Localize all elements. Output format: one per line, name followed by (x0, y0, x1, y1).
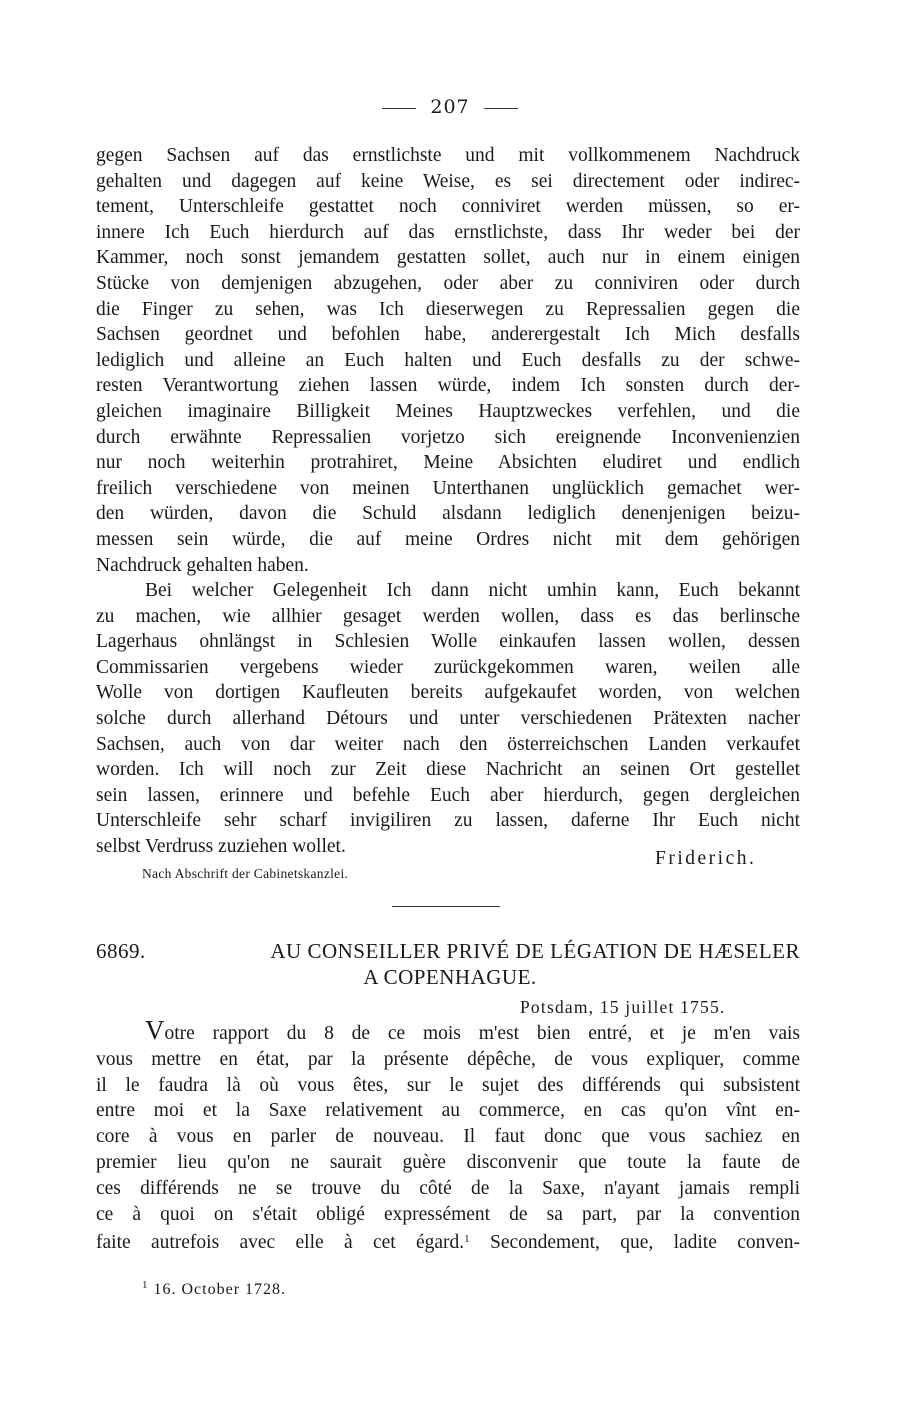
source-note: Nach Abschrift der Cabinetskanzlei. (142, 866, 349, 881)
letter-heading-line2: A COPENHAGUE. (363, 965, 537, 989)
text-line: vous mettre en état, par la présente dépêche, de vous expliquer, comme (96, 1048, 800, 1070)
text-line: sein lassen, erinnere und befehle Euch aber hierdurch, gegen dergleichen (96, 784, 800, 806)
text-line (96, 1015, 800, 1047)
text-line: il le faudra là où vous êtes, sur le sujet des différends qui subsistent (96, 1074, 800, 1096)
text-line: ces différends ne se trouve du côté de la Saxe, n'ayant jamais rempli (96, 1177, 800, 1199)
first-line-rest: otre rapport du 8 de ce mois m'est bien entré, et je m'en vais (164, 1023, 800, 1044)
footnote-text: 16. October 1728. (148, 1281, 287, 1298)
last-line-after: Secondement, que, ladite conven- (469, 1232, 800, 1254)
text-line: Commissarien vergebens wieder zurückgekommen waren, weilen alle (96, 656, 800, 678)
section-divider (392, 906, 500, 907)
text-line: resten Verantwortung ziehen lassen würde, indem Ich sonsten durch der- (96, 375, 800, 397)
text-line: premier lieu qu'on ne saurait guère disconvenir que toute la faute de (96, 1151, 800, 1173)
last-line-before: faite autrefois avec elle à cet égard. (96, 1232, 465, 1254)
text-line: gehalten und dagegen auf keine Weise, es sei directement oder indirec- (96, 170, 800, 192)
letter-body-1 (96, 143, 800, 860)
text-line: Wolle von dortigen Kaufleuten bereits aufgekaufet worden, von welchen (96, 682, 800, 704)
text-line: Sachsen geordnet und befohlen habe, anderergestalt Ich Mich desfalls (96, 324, 800, 346)
text-line: freilich verschiedene von meinen Unterthanen unglücklich gemachet wer- (96, 477, 800, 499)
text-line: den würden, davon die Schuld alsdann lediglich denenjenigen beizu- (96, 503, 800, 525)
letter-body-2 (96, 1015, 800, 1256)
page-number: 207 (430, 96, 470, 118)
text-line: Kammer, noch sonst jemandem gestatten sollet, auch nur in einem einigen (96, 247, 800, 269)
letter-heading (96, 939, 800, 964)
text-line: solche durch allerhand Détours und unter verschiedenen Prätexten nacher (96, 708, 800, 730)
text-line: nur noch weiterhin protrahiret, Meine Absichten eludiret und endlich (96, 452, 800, 474)
text-line: Bei welcher Gelegenheit Ich dann nicht umhin kann, Euch bekannt (145, 580, 800, 602)
text-line: core à vous en parler de nouveau. Il faut donc que vous sachiez en (96, 1126, 800, 1148)
text-line: tement, Unterschleife gestattet noch conniviret werden müssen, so er- (96, 196, 800, 218)
text-line: durch erwähnte Repressalien vorjetzo sich ereignende Inconvenienzien (96, 426, 800, 448)
header-dash-left (382, 108, 416, 109)
page-header (0, 96, 900, 118)
dateline: Potsdam, 15 juillet 1755. (520, 997, 726, 1017)
text-line: Lagerhaus ohnlängst in Schlesien Wolle einkaufen lassen wollen, dessen (96, 631, 800, 653)
text-line: gleichen imaginaire Billigkeit Meines Hauptzweckes verfehlen, und die (96, 400, 800, 422)
signature: Friderich. (655, 848, 757, 869)
letter-heading-line1: AU CONSEILLER PRIVÉ DE LÉGATION DE HÆSELER (270, 939, 800, 963)
dropcap: V (145, 1015, 165, 1045)
text-line: Unterschleife sehr scharf invigiliren zu lassen, daferne Ihr Euch nicht (96, 810, 800, 832)
text-line: lediglich und alleine an Euch halten und Euch desfalls zu der schwe- (96, 349, 800, 371)
text-line (96, 1227, 800, 1256)
text-line: worden. Ich will noch zur Zeit diese Nachricht an seinen Ort gestellet (96, 759, 800, 781)
text-line: ce à quoi on s'était obligé expressément de sa part, par la convention (96, 1203, 800, 1225)
footnote (142, 1279, 286, 1299)
footnote-ref: 1 (464, 1233, 470, 1246)
text-line: entre moi et la Saxe relativement au commerce, en cas qu'on vînt en- (96, 1100, 800, 1122)
text-line: die Finger zu sehen, was Ich dieserwegen zu Repressalien gegen die (96, 298, 800, 320)
text-line: Sachsen, auch von dar weiter nach den österreichschen Landen verkaufet (96, 733, 800, 755)
footnote-mark: 1 (142, 1279, 149, 1291)
text-line: innere Ich Euch hierdurch auf das ernstlichste, dass Ihr weder bei der (96, 221, 800, 243)
letter-number: 6869. (96, 939, 146, 963)
header-dash-right (484, 108, 518, 109)
text-line: messen sein würde, die auf meine Ordres nicht mit dem gehörigen (96, 528, 800, 550)
text-line: zu machen, wie allhier gesaget werden wollen, dass es das berlinsche (96, 605, 800, 627)
text-line: selbst Verdruss zuziehen wollet. (96, 836, 346, 858)
text-line: Stücke von demjenigen abzugehen, oder aber zu conniviren oder durch (96, 272, 800, 294)
text-line: Nachdruck gehalten haben. (96, 554, 309, 576)
text-line: gegen Sachsen auf das ernstlichste und mit vollkommenem Nachdruck (96, 145, 800, 166)
